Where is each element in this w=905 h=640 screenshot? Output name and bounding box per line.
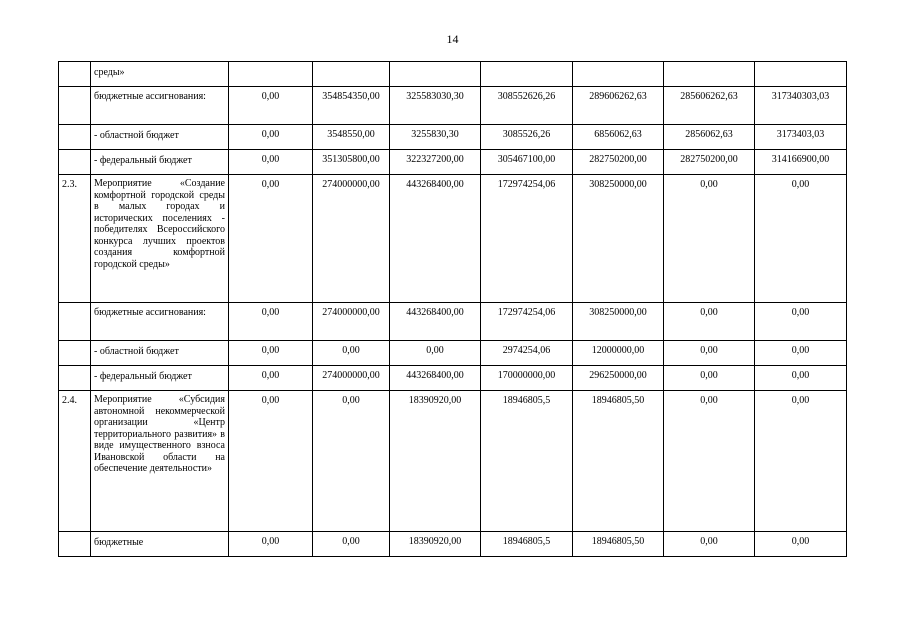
value-cell: 443268400,00 — [390, 175, 481, 303]
table-row — [59, 125, 847, 150]
value-cell: 0,00 — [229, 532, 313, 557]
value-cell — [481, 62, 573, 87]
value-cell: 289606262,63 — [573, 87, 664, 125]
value-cell: 172974254,06 — [481, 175, 573, 303]
budget-table — [58, 61, 847, 557]
value-cell: 0,00 — [664, 391, 755, 532]
value-cell: 314166900,00 — [755, 150, 847, 175]
value-cell: 282750200,00 — [573, 150, 664, 175]
value-cell: 2856062,63 — [664, 125, 755, 150]
value-cell — [664, 62, 755, 87]
row-index-cell — [59, 366, 91, 391]
table-row — [59, 303, 847, 341]
value-cell: 0,00 — [229, 366, 313, 391]
value-cell: 0,00 — [313, 391, 390, 532]
table-row — [59, 391, 847, 532]
table-row — [59, 341, 847, 366]
value-cell: 305467100,00 — [481, 150, 573, 175]
value-cell: 0,00 — [664, 532, 755, 557]
table-row — [59, 175, 847, 303]
value-cell: 308250000,00 — [573, 175, 664, 303]
value-cell: 18946805,50 — [573, 391, 664, 532]
value-cell: 443268400,00 — [390, 366, 481, 391]
value-cell: 0,00 — [664, 175, 755, 303]
value-cell: 0,00 — [755, 391, 847, 532]
row-description-cell: - федеральный бюджет — [91, 150, 229, 175]
table-row — [59, 150, 847, 175]
row-index-cell — [59, 125, 91, 150]
value-cell: 285606262,63 — [664, 87, 755, 125]
row-index-cell — [59, 87, 91, 125]
value-cell: 2974254,06 — [481, 341, 573, 366]
value-cell: 0,00 — [664, 366, 755, 391]
table-row — [59, 366, 847, 391]
value-cell — [573, 62, 664, 87]
page-number: 14 — [446, 32, 459, 46]
value-cell: 0,00 — [229, 175, 313, 303]
value-cell: 0,00 — [313, 532, 390, 557]
value-cell: 3255830,30 — [390, 125, 481, 150]
row-description-cell: - областной бюджет — [91, 341, 229, 366]
value-cell: 18946805,5 — [481, 532, 573, 557]
table-row — [59, 62, 847, 87]
value-cell: 170000000,00 — [481, 366, 573, 391]
row-index-cell: 2.3. — [59, 175, 91, 303]
value-cell: 12000000,00 — [573, 341, 664, 366]
row-index-cell — [59, 341, 91, 366]
value-cell: 322327200,00 — [390, 150, 481, 175]
value-cell: 0,00 — [664, 303, 755, 341]
row-index-cell — [59, 303, 91, 341]
value-cell: 325583030,30 — [390, 87, 481, 125]
row-description-cell: бюджетные ассигнования: — [91, 303, 229, 341]
value-cell: 18390920,00 — [390, 391, 481, 532]
value-cell: 443268400,00 — [390, 303, 481, 341]
row-description-cell: - областной бюджет — [91, 125, 229, 150]
value-cell: 3085526,26 — [481, 125, 573, 150]
value-cell: 172974254,06 — [481, 303, 573, 341]
value-cell: 3548550,00 — [313, 125, 390, 150]
value-cell — [390, 62, 481, 87]
value-cell: 3173403,03 — [755, 125, 847, 150]
table-row — [59, 532, 847, 557]
row-index-cell — [59, 150, 91, 175]
value-cell: 0,00 — [755, 341, 847, 366]
value-cell: 0,00 — [313, 341, 390, 366]
value-cell: 274000000,00 — [313, 175, 390, 303]
value-cell: 0,00 — [755, 366, 847, 391]
row-description-cell: Мероприятие «Создание комфортной городской среды в малых городах и исторических поселениях - победителях Всероссийского конкурса лучших проектов создания комфортной городской среды» — [91, 175, 229, 303]
value-cell: 274000000,00 — [313, 366, 390, 391]
value-cell: 0,00 — [755, 532, 847, 557]
row-index-cell — [59, 62, 91, 87]
row-description-cell: бюджетные ассигнования: — [91, 87, 229, 125]
value-cell: 308250000,00 — [573, 303, 664, 341]
budget-table-body — [59, 62, 847, 557]
value-cell: 0,00 — [229, 125, 313, 150]
value-cell: 308552626,26 — [481, 87, 573, 125]
value-cell — [755, 62, 847, 87]
value-cell: 0,00 — [664, 341, 755, 366]
value-cell — [313, 62, 390, 87]
value-cell: 0,00 — [229, 150, 313, 175]
row-description-cell: среды» — [91, 62, 229, 87]
value-cell: 18390920,00 — [390, 532, 481, 557]
value-cell: 351305800,00 — [313, 150, 390, 175]
value-cell: 0,00 — [755, 175, 847, 303]
value-cell: 18946805,5 — [481, 391, 573, 532]
value-cell: 6856062,63 — [573, 125, 664, 150]
value-cell: 282750200,00 — [664, 150, 755, 175]
row-index-cell — [59, 532, 91, 557]
value-cell: 0,00 — [229, 341, 313, 366]
value-cell — [229, 62, 313, 87]
value-cell: 0,00 — [755, 303, 847, 341]
row-index-cell: 2.4. — [59, 391, 91, 532]
row-description-cell: бюджетные — [91, 532, 229, 557]
value-cell: 317340303,03 — [755, 87, 847, 125]
table-row — [59, 87, 847, 125]
value-cell: 274000000,00 — [313, 303, 390, 341]
value-cell: 354854350,00 — [313, 87, 390, 125]
value-cell: 0,00 — [229, 303, 313, 341]
value-cell: 0,00 — [229, 391, 313, 532]
value-cell: 18946805,50 — [573, 532, 664, 557]
value-cell: 296250000,00 — [573, 366, 664, 391]
row-description-cell: Мероприятие «Субсидия автономной некоммерческой организации «Центр территориального развития» в виде имущественного взноса Ивановской области на обеспечение деятельности» — [91, 391, 229, 532]
value-cell: 0,00 — [390, 341, 481, 366]
value-cell: 0,00 — [229, 87, 313, 125]
row-description-cell: - федеральный бюджет — [91, 366, 229, 391]
